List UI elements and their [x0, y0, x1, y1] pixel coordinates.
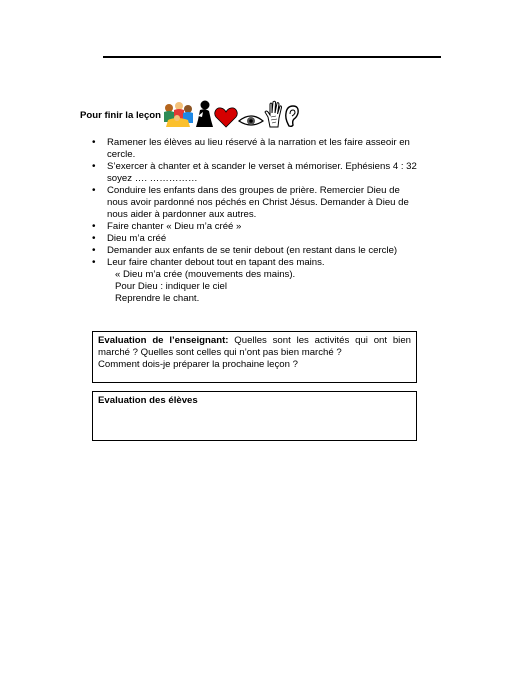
student-evaluation-label: Evaluation des élèves	[98, 395, 198, 406]
list-item-text: Demander aux enfants de se tenir debout (en restant dans le cercle)	[107, 245, 398, 256]
list-item-text: Reprendre le chant.	[115, 293, 200, 304]
praying-person-icon	[194, 100, 214, 128]
list-item-text: nous aider à pardonner aux autres.	[107, 209, 257, 220]
list-item	[92, 137, 424, 161]
section-title: Pour finir la leçon	[80, 110, 162, 121]
eye-icon	[238, 114, 264, 128]
list-item-text: Faire chanter « Dieu m’a créé »	[107, 221, 242, 232]
list-item-text: Dieu m’a créé	[107, 233, 167, 244]
top-divider	[103, 56, 441, 58]
lesson-steps-list	[92, 137, 424, 305]
list-item-text: soyez …. ……………	[107, 173, 198, 184]
list-item	[92, 221, 424, 233]
list-item-text: nous avoir pardonné nos péchés en Christ Jésus. Demander à Dieu de	[107, 197, 409, 208]
list-item	[92, 185, 424, 221]
ear-icon	[284, 104, 300, 128]
list-item-text: Ramener les élèves au lieu réservé à la narration et les faire asseoir en	[107, 137, 410, 148]
section-header	[80, 100, 300, 128]
teacher-evaluation-question: Quelles sont les activités qui ont bien marché ? Quelles sont celles qui n’ont pas bien marché ?	[98, 335, 411, 358]
list-item-text: Leur faire chanter debout tout en tapant des mains.	[107, 257, 325, 268]
list-item	[92, 161, 424, 185]
teacher-evaluation-label: Evaluation de l’enseignant:	[98, 335, 229, 346]
teacher-evaluation-text	[98, 335, 411, 359]
teacher-evaluation-question-2: Comment dois-je préparer la prochaine leçon ?	[98, 359, 298, 370]
list-item	[92, 257, 424, 305]
list-item-text: S’exercer à chanter et à scander le verset à mémoriser. Ephésiens 4 : 32	[107, 161, 417, 172]
list-item-text: Pour Dieu : indiquer le ciel	[115, 281, 227, 292]
heart-icon	[214, 106, 238, 128]
sensory-icons	[162, 100, 300, 128]
people-group-icon	[162, 102, 194, 128]
teacher-evaluation-box	[92, 331, 417, 383]
list-item	[92, 233, 424, 245]
student-evaluation-box	[92, 391, 417, 441]
hand-icon	[264, 100, 284, 128]
list-item-text: Conduire les enfants dans des groupes de prière. Remercier Dieu de	[107, 185, 400, 196]
list-item-text: « Dieu m’a crée (mouvements des mains).	[115, 269, 296, 280]
list-item	[92, 245, 424, 257]
list-item-text: cercle.	[107, 149, 136, 160]
